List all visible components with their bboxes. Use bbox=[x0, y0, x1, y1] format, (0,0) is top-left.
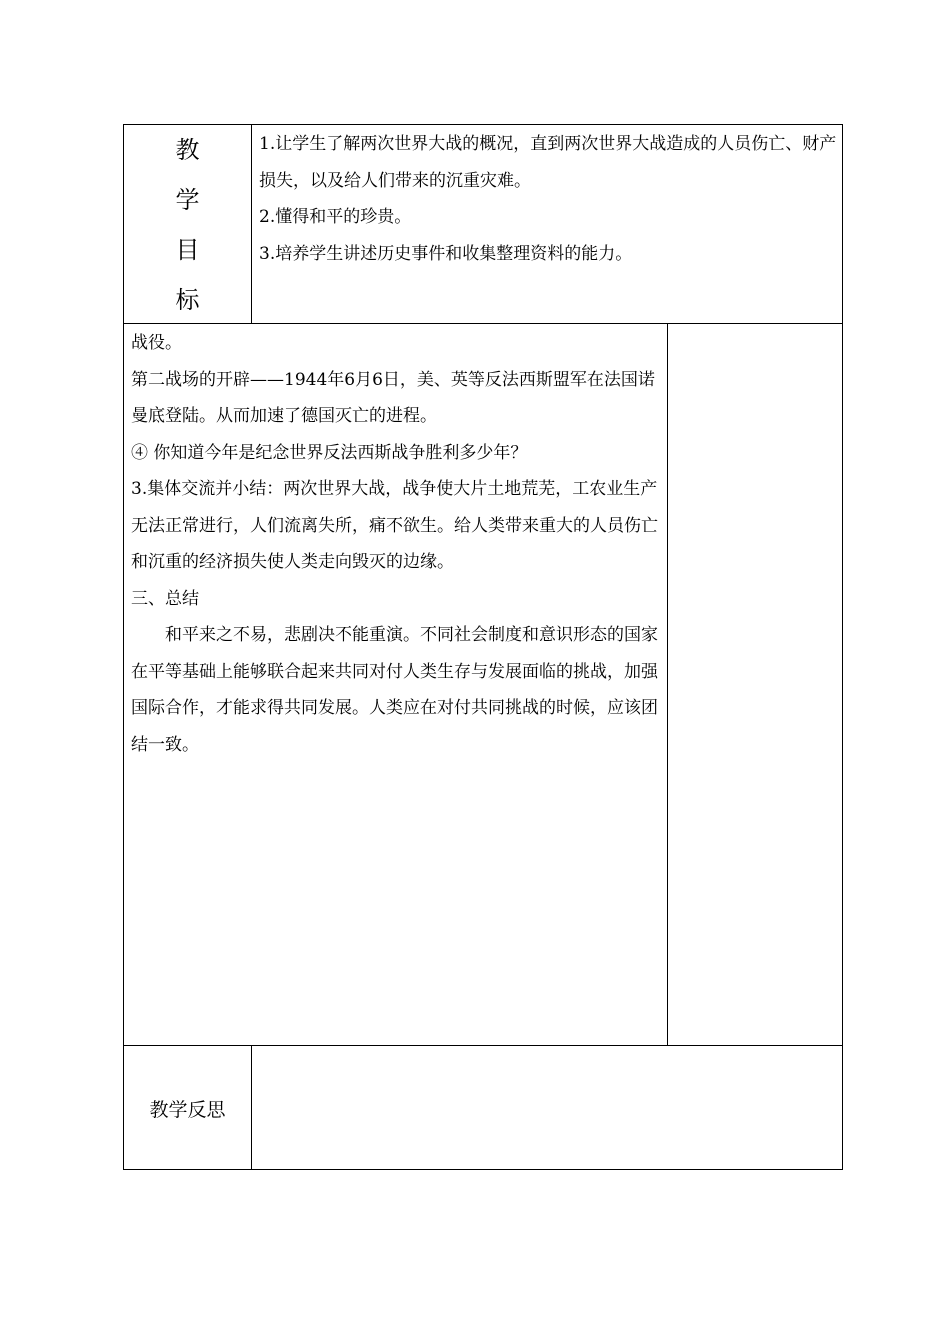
goals-label-char: 学 bbox=[175, 186, 200, 214]
content-notes-divider bbox=[667, 323, 668, 1046]
content-paragraph: 和平来之不易，悲剧决不能重演。不同社会制度和意识形态的国家在平等基础上能够联合起来共同对付人类生存与发展面临的挑战，加强国际合作，才能求得共同发展。人类应在对付共同挑战的时候，应该团结一致。 bbox=[131, 625, 658, 755]
table-border-right bbox=[842, 124, 843, 1170]
content-paragraph: 3.集体交流并小结：两次世界大战，战争使大片土地荒芜，工农业生产无法正常进行，人们流离失所，痛不欲生。给人类带来重大的人员伤亡和沉重的经济损失使人类走向毁灭的边缘。 bbox=[131, 479, 658, 572]
goals-label-divider bbox=[251, 124, 252, 324]
table-border-top bbox=[123, 124, 843, 125]
goals-label-char: 目 bbox=[175, 236, 200, 264]
content-paragraph: 战役。 bbox=[131, 333, 182, 353]
teaching-goals-list bbox=[259, 126, 839, 272]
teaching-reflection-field bbox=[252, 1046, 842, 1169]
teaching-goals-label bbox=[124, 126, 251, 323]
goal-item: 3.培养学生讲述历史事件和收集整理资料的能力。 bbox=[259, 243, 633, 264]
teaching-process-content bbox=[131, 325, 665, 763]
section-heading: 三、总结 bbox=[131, 588, 199, 609]
table-border-goals-bottom bbox=[123, 323, 843, 324]
goals-label-char: 教 bbox=[175, 136, 200, 164]
goal-item: 2.懂得和平的珍贵。 bbox=[259, 207, 412, 227]
teaching-reflection-label: 教学反思 bbox=[149, 1099, 226, 1121]
table-border-bottom bbox=[123, 1169, 843, 1170]
goals-label-char: 标 bbox=[175, 286, 200, 314]
content-paragraph: 第二战场的开辟——1944年6月6日，美、英等反法西斯盟军在法国诺曼底登陆。从而加速了德国灭亡的进程。 bbox=[131, 369, 655, 426]
content-paragraph: ④ 你知道今年是纪念世界反法西斯战争胜利多少年？ bbox=[131, 442, 528, 463]
goal-item: 1.让学生了解两次世界大战的概况，直到两次世界大战造成的人员伤亡、财产损失，以及给人们带来的沉重灾难。 bbox=[259, 134, 837, 191]
